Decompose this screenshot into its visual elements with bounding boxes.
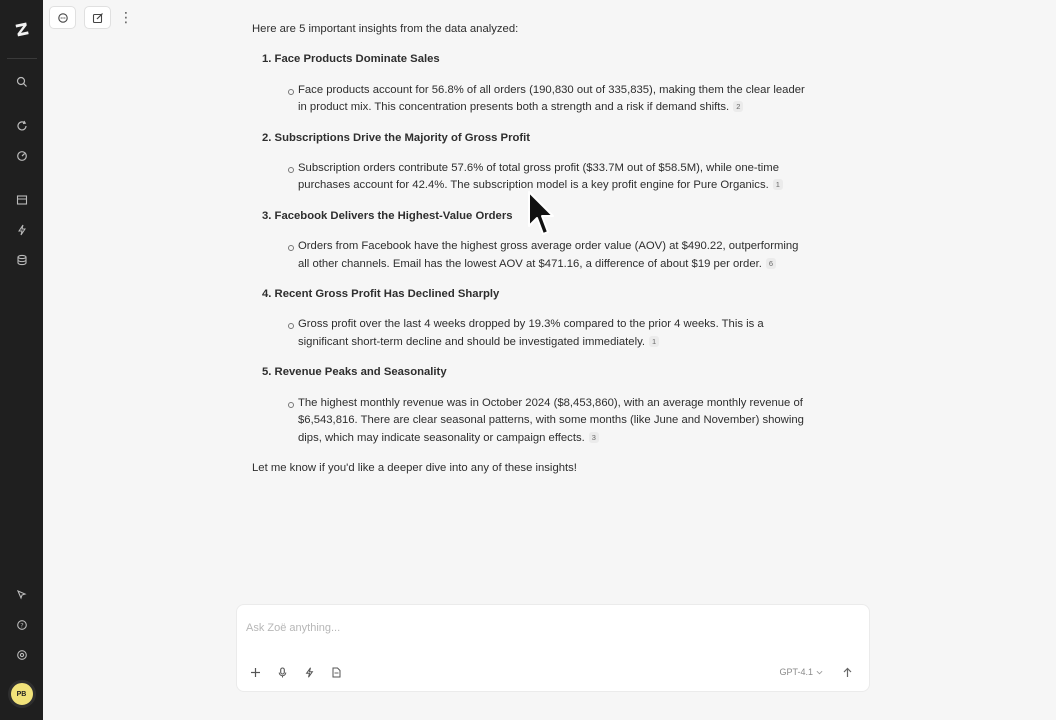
bolt-icon[interactable]	[9, 217, 35, 243]
insight-text: Face products account for 56.8% of all orders (190,830 out of 335,835), making them the clear leader in product mix. This concentration presents both a strength and a risk if demand shifts.	[298, 83, 805, 114]
insight-body	[252, 316, 812, 351]
top-toolbar	[49, 6, 133, 29]
insight-heading: 2. Subscriptions Drive the Majority of Gross Profit	[262, 131, 531, 144]
table-icon[interactable]	[9, 187, 35, 213]
plus-icon[interactable]	[248, 665, 262, 679]
citation-badge[interactable]: 1	[649, 336, 659, 347]
zoe-logo-icon[interactable]	[11, 18, 33, 40]
chevron-down-icon	[816, 669, 823, 676]
bolt-icon[interactable]	[302, 665, 316, 679]
insight-item	[252, 364, 812, 447]
insight-body	[252, 395, 812, 447]
arrow-up-icon	[842, 667, 853, 678]
citation-badge[interactable]: 6	[766, 258, 776, 269]
question-icon[interactable]	[9, 612, 35, 638]
search-icon[interactable]	[9, 69, 35, 95]
mouse-cursor-icon	[527, 190, 555, 238]
chat-composer	[236, 604, 870, 692]
insight-heading: 4. Recent Gross Profit Has Declined Sharply	[262, 288, 500, 301]
insight-text: Subscription orders contribute 57.6% of total gross profit ($33.7M out of $58.5M), while one-time purchases account for 42.4%. The subscription model is a key profit engine for Pure Organics.	[298, 162, 779, 192]
microphone-icon[interactable]	[275, 665, 289, 679]
insight-text: The highest monthly revenue was in October 2024 ($8,453,860), with an average monthly revenue of $6,543,816. There are clear seasonal patterns, with some months (like June and November) showing dips, which may indicate seasonality or campaign effects.	[298, 396, 804, 444]
avatar[interactable]: PB	[8, 680, 36, 708]
insight-heading: 5. Revenue Peaks and Seasonality	[262, 366, 447, 379]
refresh-icon[interactable]	[9, 113, 35, 139]
send-button[interactable]	[840, 665, 854, 679]
new-chat-icon	[57, 12, 69, 24]
settings-icon[interactable]	[9, 642, 35, 668]
insight-body	[252, 238, 812, 273]
model-selector[interactable]	[779, 667, 823, 677]
citation-badge[interactable]: 1	[773, 179, 783, 190]
svg-text:?: ?	[19, 621, 24, 630]
sidebar-rail	[0, 0, 43, 720]
insight-item	[252, 51, 812, 116]
insight-text: Orders from Facebook have the highest gross average order value (AOV) at $490.22, outperforming all other channels. Email has the lowest AOV at $471.16, a difference of about $19 per order.	[298, 240, 799, 270]
insight-heading: 3. Facebook Delivers the Highest-Value Orders	[262, 209, 513, 222]
cursor-help-icon[interactable]	[9, 582, 35, 608]
insight-heading: 1. Face Products Dominate Sales	[262, 53, 440, 66]
model-label: GPT-4.1	[779, 667, 813, 677]
insight-body	[252, 82, 812, 117]
edit-button[interactable]	[84, 6, 111, 29]
more-icon[interactable]: ⋮	[119, 9, 133, 25]
assistant-message	[252, 21, 812, 477]
insight-item	[252, 286, 812, 351]
document-icon[interactable]	[329, 665, 343, 679]
message-intro: Here are 5 important insights from the data analyzed:	[252, 23, 519, 35]
sidebar-divider	[7, 58, 37, 59]
database-icon[interactable]	[9, 247, 35, 273]
new-chat-button[interactable]	[49, 6, 76, 29]
composer-tools	[248, 665, 343, 679]
citation-badge[interactable]: 2	[733, 101, 743, 112]
message-outro: Let me know if you'd like a deeper dive into any of these insights!	[252, 461, 577, 474]
gauge-icon[interactable]	[9, 143, 35, 169]
chat-input[interactable]	[246, 622, 646, 634]
insight-item	[252, 130, 812, 195]
citation-badge[interactable]: 3	[589, 432, 599, 443]
edit-icon	[92, 12, 104, 24]
insight-text: Gross profit over the last 4 weeks dropped by 19.3% compared to the prior 4 weeks. This is a significant short-term decline and should be investigated immediately.	[298, 318, 764, 348]
